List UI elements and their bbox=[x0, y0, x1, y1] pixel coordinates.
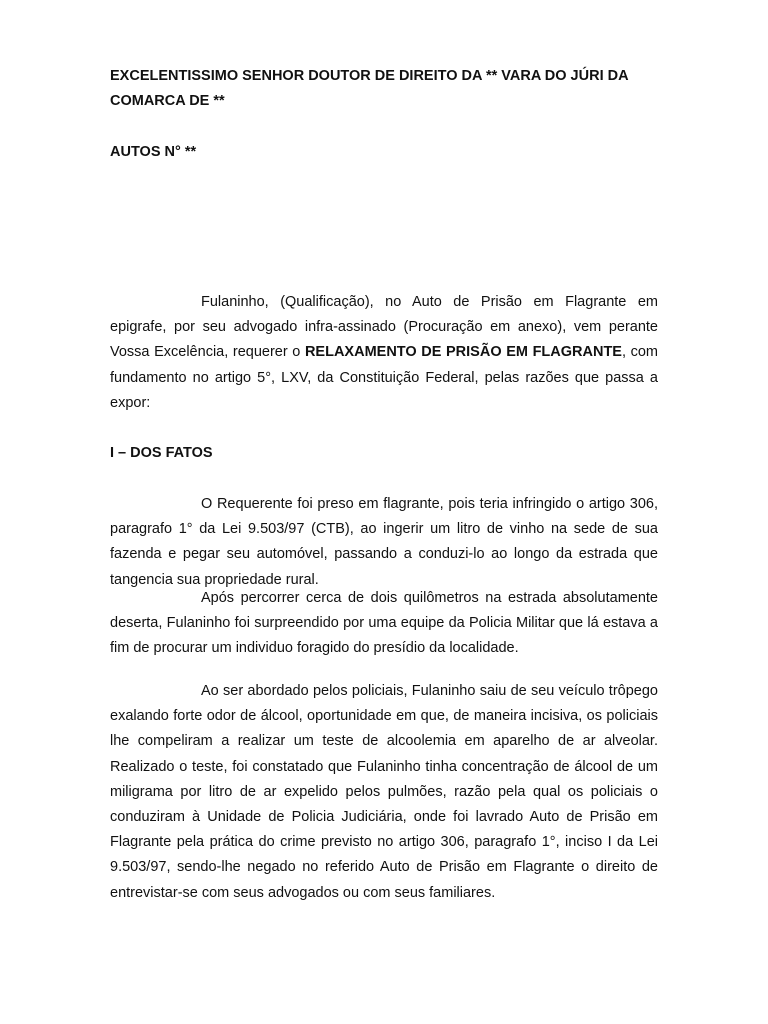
intro-text-start: Fulaninho, (Qualificação), no Auto de Prisão em Flagrante em epigrafe, por seu advogado infra-assinado (Procuração em anexo), vem perante Vossa Excelência, requerer o bbox=[110, 294, 658, 361]
facts-paragraph: Ao ser abordado pelos policiais, Fulaninho saiu de seu veículo trôpego exalando forte odor de álcool, oportunidade em que, de maneira incisiva, os policiais lhe compeliram a realizar um teste de alcoolemia em aparelho de ar alveolar. Realizado o teste, foi constatado que Fulaninho tinha concentração de álcool de um miligrama por litro de ar expelido pelos pulmões, razão pela qual os policiais o conduziram à Unidade de Policia Judiciária, onde foi lavrado Auto de Prisão em Flagrante pela prática do crime previsto no artigo 306, paragrafo 1°, inciso I da Lei 9.503/97, sendo-lhe negado no referido Auto de Prisão em Flagrante o direito de entrevistar-se com seus advogados ou com seus familiares. bbox=[110, 683, 658, 901]
intro-text-end: , com fundamento no artigo 5°, LXV, da Constituição Federal, pelas razões que passa a expor: bbox=[110, 344, 659, 411]
facts-paragraph: O Requerente foi preso em flagrante, pois teria infringido o artigo 306, paragrafo 1° da Lei 9.503/97 (CTB), ao ingerir um litro de vinho na sede de sua fazenda e pegar seu automóvel, passando a conduzi-lo ao longo da estrada que tangencia sua propriedade rural. bbox=[110, 496, 658, 588]
case-number: AUTOS N° ** bbox=[110, 144, 197, 160]
facts-paragraph: Após percorrer cerca de dois quilômetros na estrada absolutamente deserta, Fulaninho foi surpreendido por uma equipe da Policia Militar que lá estava a fim de procurar um individuo foragido do presídio da localidade. bbox=[110, 590, 658, 657]
addressee-heading: EXCELENTISSIMO SENHOR DOUTOR DE DIREITO DA ** VARA DO JÚRI DA COMARCA DE ** bbox=[110, 68, 629, 109]
section-title-facts: I – DOS FATOS bbox=[110, 445, 213, 461]
request-emphasis: RELAXAMENTO DE PRISÃO EM FLAGRANTE bbox=[304, 344, 622, 361]
intro-paragraph bbox=[110, 290, 658, 416]
